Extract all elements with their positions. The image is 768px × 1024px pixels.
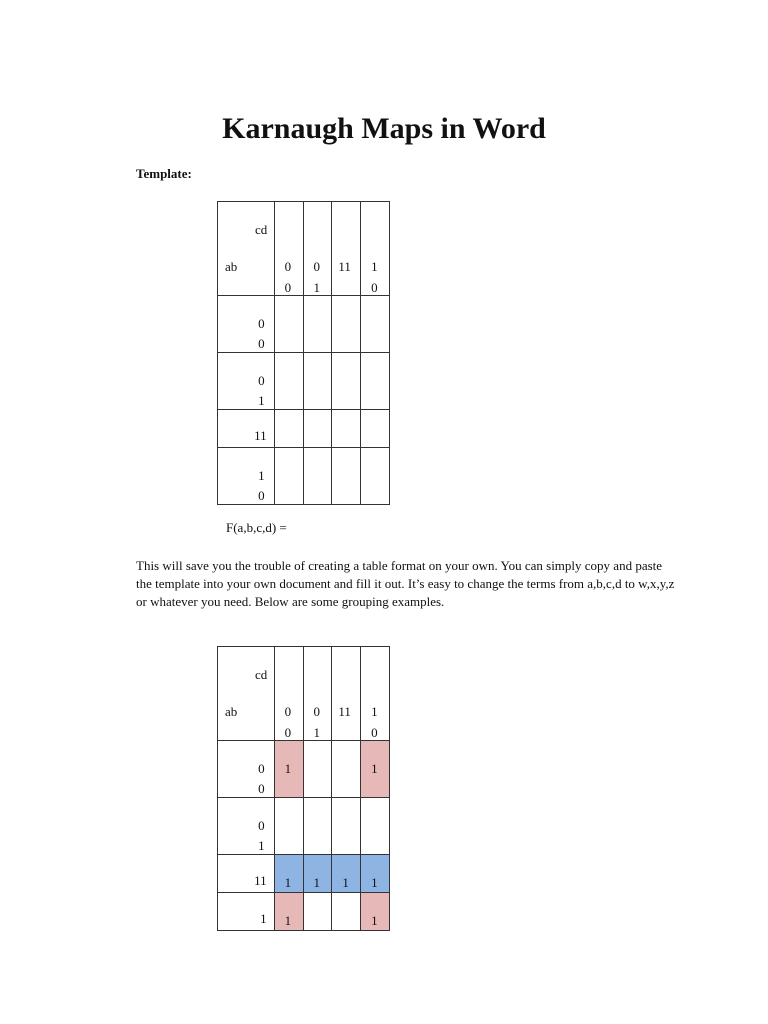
row-header bbox=[218, 855, 275, 893]
kmap-cell bbox=[361, 410, 390, 448]
column-header bbox=[304, 202, 333, 296]
row-header-bottom: 1 bbox=[258, 393, 265, 408]
column-header-bottom: 1 bbox=[313, 725, 320, 740]
row-header bbox=[218, 893, 275, 931]
kmap-cell bbox=[304, 296, 333, 353]
column-header-bottom: 1 bbox=[313, 280, 320, 295]
column-header bbox=[275, 647, 304, 741]
cell-value: 1 bbox=[284, 875, 292, 890]
kmap-cell bbox=[304, 448, 333, 505]
kmap-cell bbox=[361, 448, 390, 505]
row-header bbox=[218, 448, 275, 505]
row-header-top: 0 bbox=[258, 373, 265, 388]
row-header bbox=[218, 296, 275, 353]
cell-value: 1 bbox=[342, 875, 349, 890]
cd-label: cd bbox=[255, 222, 268, 237]
cd-label: cd bbox=[255, 667, 268, 682]
row-header-top: 1 bbox=[260, 911, 267, 926]
kmap-cell bbox=[361, 296, 390, 353]
kmap-cell bbox=[332, 296, 361, 353]
kmap-cell bbox=[332, 353, 361, 410]
row-header-top: 11 bbox=[254, 428, 267, 443]
ab-label: ab bbox=[225, 704, 238, 719]
column-header bbox=[332, 202, 361, 296]
kmap-cell bbox=[275, 296, 304, 353]
kmap-cell bbox=[304, 798, 333, 855]
kmap-cell bbox=[332, 448, 361, 505]
kmap-cell bbox=[304, 893, 333, 931]
kmap-corner-cell bbox=[218, 647, 275, 741]
row-header bbox=[218, 353, 275, 410]
column-header-top: 1 bbox=[371, 259, 378, 274]
kmap-cell bbox=[332, 741, 361, 798]
kmap-cell bbox=[275, 798, 304, 855]
row-header-bottom: 0 bbox=[258, 336, 265, 351]
kmap-cell bbox=[304, 353, 333, 410]
template-label: Template: bbox=[136, 166, 192, 181]
kmap-cell bbox=[275, 741, 304, 798]
row-header-bottom: 0 bbox=[258, 488, 265, 503]
column-header bbox=[304, 647, 333, 741]
column-header bbox=[361, 202, 390, 296]
cell-value: 1 bbox=[371, 875, 378, 890]
kmap-corner-cell bbox=[218, 202, 275, 296]
column-header-top: 11 bbox=[338, 259, 351, 274]
row-header-bottom: 1 bbox=[258, 838, 265, 853]
row-header bbox=[218, 410, 275, 448]
kmap-cell bbox=[275, 893, 304, 931]
kmap-cell bbox=[332, 855, 361, 893]
function-label: F(a,b,c,d) = bbox=[226, 520, 287, 535]
template-kmap bbox=[217, 201, 390, 505]
kmap-cell bbox=[275, 410, 304, 448]
column-header-top: 0 bbox=[313, 704, 320, 719]
cell-value: 1 bbox=[371, 913, 378, 928]
column-header-bottom: 0 bbox=[284, 280, 292, 295]
kmap-cell bbox=[275, 353, 304, 410]
column-header-bottom: 0 bbox=[371, 725, 378, 740]
kmap-cell bbox=[361, 798, 390, 855]
cell-value: 1 bbox=[284, 913, 292, 928]
row-header bbox=[218, 741, 275, 798]
kmap-cell bbox=[304, 410, 333, 448]
column-header-top: 0 bbox=[284, 704, 292, 719]
kmap-cell bbox=[332, 410, 361, 448]
column-header-top: 11 bbox=[338, 704, 351, 719]
cell-value: 1 bbox=[371, 761, 378, 776]
kmap-cell bbox=[304, 741, 333, 798]
column-header-top: 0 bbox=[284, 259, 292, 274]
column-header-top: 1 bbox=[371, 704, 378, 719]
row-header bbox=[218, 798, 275, 855]
kmap-cell bbox=[332, 798, 361, 855]
row-header-top: 0 bbox=[258, 761, 265, 776]
kmap-cell bbox=[361, 741, 390, 798]
row-header-top: 1 bbox=[258, 468, 265, 483]
kmap-cell bbox=[361, 855, 390, 893]
cell-value: 1 bbox=[284, 761, 292, 776]
kmap-cell bbox=[332, 893, 361, 931]
ab-label: ab bbox=[225, 259, 238, 274]
kmap-cell bbox=[304, 855, 333, 893]
kmap-cell bbox=[361, 893, 390, 931]
row-header-top: 0 bbox=[258, 818, 265, 833]
cell-value: 1 bbox=[313, 875, 320, 890]
column-header-top: 0 bbox=[313, 259, 320, 274]
column-header bbox=[361, 647, 390, 741]
row-header-bottom: 0 bbox=[258, 781, 265, 796]
document-title: Karnaugh Maps in Word bbox=[222, 112, 546, 145]
kmap-cell bbox=[275, 855, 304, 893]
column-header-bottom: 0 bbox=[371, 280, 378, 295]
row-header-top: 11 bbox=[254, 873, 267, 888]
example-kmap bbox=[217, 646, 390, 931]
kmap-cell bbox=[275, 448, 304, 505]
description-paragraph: This will save you the trouble of creating a table format on your own. You can simply copy and paste the template into your own document and fill it out. It’s easy to change the terms from a,b,c,d to w,x,y,z or whatever you need. Below are some grouping examples. bbox=[136, 558, 675, 609]
column-header bbox=[275, 202, 304, 296]
column-header-bottom: 0 bbox=[284, 725, 292, 740]
column-header bbox=[332, 647, 361, 741]
kmap-cell bbox=[361, 353, 390, 410]
row-header-top: 0 bbox=[258, 316, 265, 331]
